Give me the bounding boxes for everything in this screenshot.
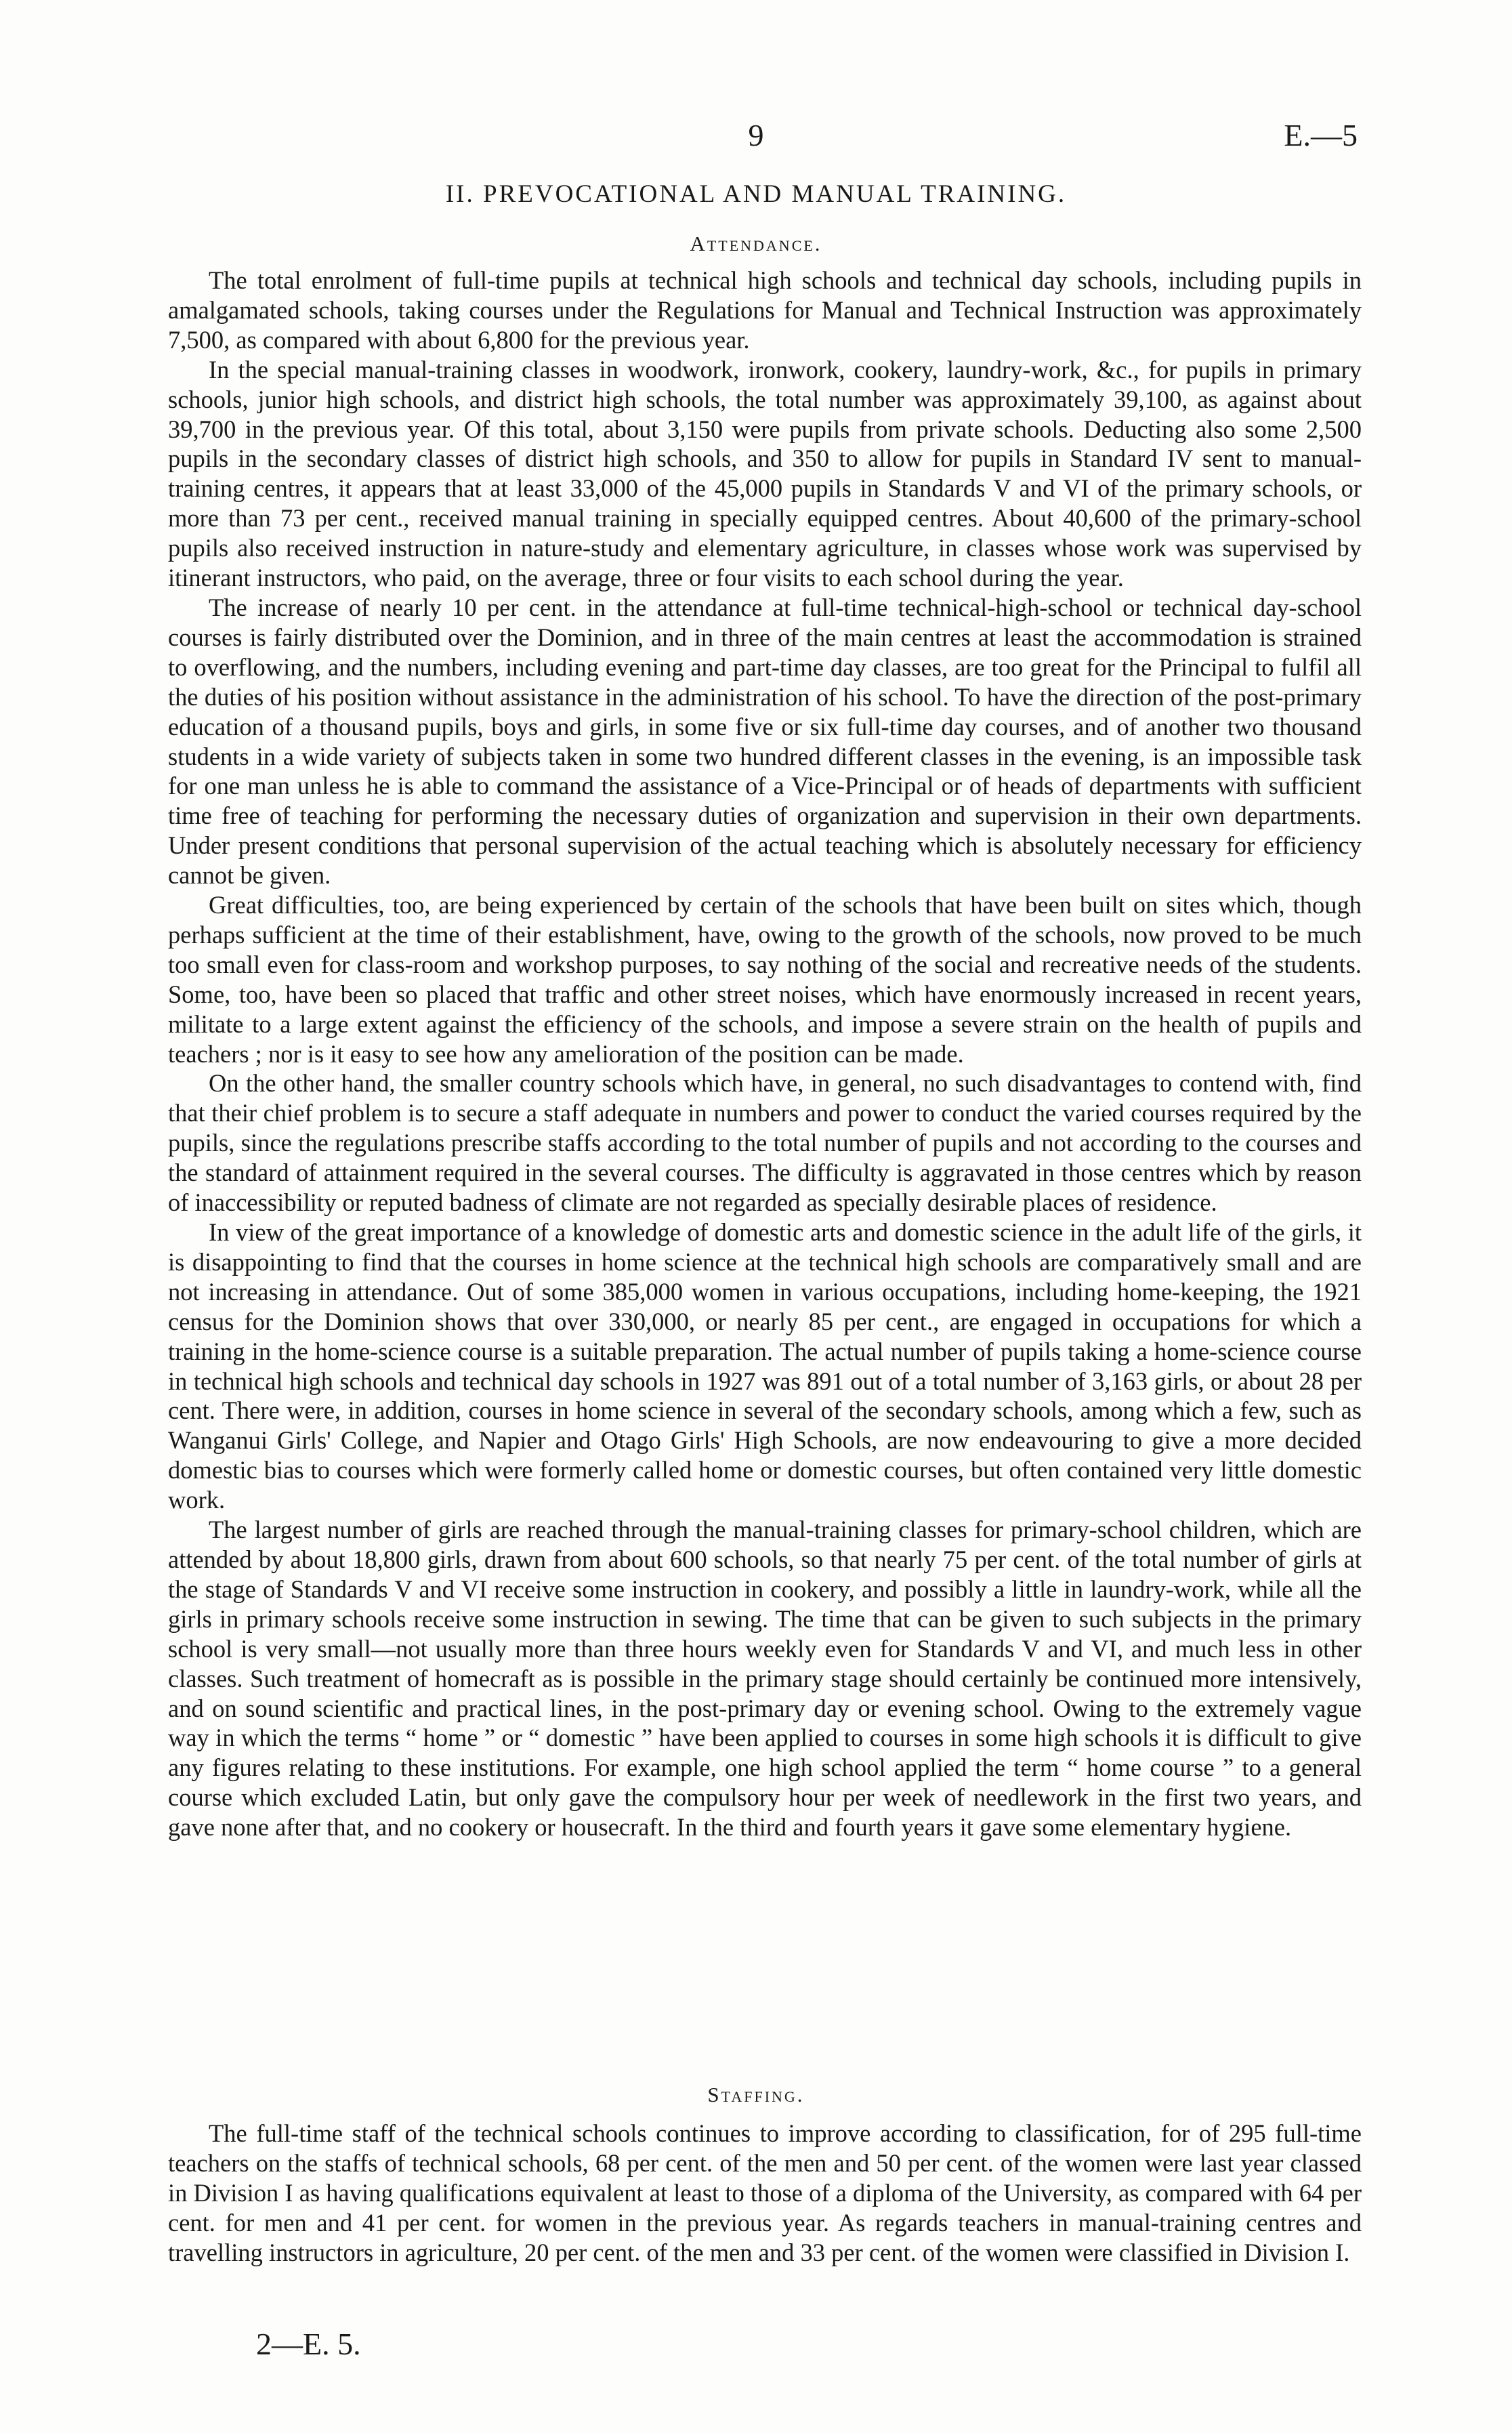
paragraph: On the other hand, the smaller country schools which have, in general, no such disadvantages to contend with, find that their chief problem is to secure a staff adequate in numbers and power to conduct the varied courses required by the pupils, since the regulations prescribe staffs according to the total number of pupils and not according to the courses and the standard of attainment required in the several courses. The difficulty is aggravated in those centres which by reason of inaccessibility or reputed badness of climate are not regarded as specially desirable places of residence. xyxy=(168,1069,1362,1217)
paragraph: In view of the great importance of a knowledge of domestic arts and domestic science in the adult life of the girls, it is disappointing to find that the courses in home science at the technical high schools are comparatively small and are not increasing in attendance. Out of some 385,000 women in various occupations, including home-keeping, the 1921 census for the Dominion shows that over 330,000, or nearly 85 per cent., are engaged in occupations for which a training in the home-science course is a suitable preparation. The actual number of pupils taking a home-science course in technical high schools and technical day schools in 1927 was 891 out of a total number of 3,163 girls, or about 28 per cent. There were, in addition, courses in home science in several of the secondary schools, among which a few, such as Wanganui Girls' College, and Napier and Otago Girls' High Schools, are now endeavouring to give a more decided domestic bias to courses which were formerly called home or domestic courses, but often contained very little domestic work. xyxy=(168,1218,1362,1514)
paragraph: Great difficulties, too, are being experienced by certain of the schools that have been built on sites which, though perhaps sufficient at the time of their establishment, have, owing to the growth of the schools, now proved to be much too small even for class-room and workshop purposes, to say nothing of the social and recreative needs of the students. Some, too, have been so placed that traffic and other street noises, which have enormously increased in recent years, militate to a large extent against the efficiency of the schools, and impose a severe strain on the health of pupils and teachers ; nor is it easy to see how any amelioration of the position can be made. xyxy=(168,891,1362,1068)
paragraph: In the special manual-training classes in woodwork, ironwork, cookery, laundry-work, &c., for pupils in primary schools, junior high schools, and district high schools, the total number was approximately 39,100, as against about 39,700 in the previous year. Of this total, about 3,150 were pupils from private schools. Deducting also some 2,500 pupils in the secondary classes of district high schools, and 350 to allow for pupils in Standard IV sent to manual-training centres, it appears that at least 33,000 of the 45,000 pupils in Standards V and VI of the primary schools, or more than 73 per cent., received manual training in specially equipped centres. About 40,600 of the primary-school pupils also received instruction in nature-study and elementary agriculture, in classes whose work was supervised by itinerant instructors, who paid, on the average, three or four visits to each school during the year. xyxy=(168,355,1362,592)
section-title: II. PREVOCATIONAL AND MANUAL TRAINING. xyxy=(445,180,1067,208)
page-header xyxy=(0,115,1512,163)
paragraph: The full-time staff of the technical schools continues to improve according to classification, for of 295 full-time teachers on the staffs of technical schools, 68 per cent. of the men and 50 per cent. of the women were last year classed in Division I as having qualifications equivalent at least to those of a diploma of the University, as compared with 64 per cent. for men and 41 per cent. for women in the previous year. As regards teachers in manual-training centres and travelling instructors in agriculture, 20 per cent. of the men and 33 per cent. of the women were classified in Division I. xyxy=(168,2119,1362,2266)
signature-mark: 2—E. 5. xyxy=(256,2327,361,2361)
paragraph: The largest number of girls are reached through the manual-training classes for primary-school children, which are attended by about 18,800 girls, drawn from about 600 schools, so that nearly 75 per cent. of the total number of girls at the stage of Standards V and VI receive some instruction in cookery, and possibly a little in laundry-work, while all the girls in primary schools receive some instruction in sewing. The time that can be given to such subjects in the primary school is very small—not usually more than three hours weekly even for Standards V and VI, and much less in other classes. Such treatment of homecraft as is possible in the primary stage should certainly be continued more intensively, and on sound scientific and practical lines, in the post-primary day or evening school. Owing to the extremely vague way in which the terms “ home ” or “ domestic ” have been applied to courses in some high schools it is difficult to give any figures relating to these institutions. For example, one high school applied the term “ home course ” to a general course which excluded Latin, but only gave the compulsory hour per week of needlework in the first two years, and gave none after that, and no cookery or housecraft. In the third and fourth years it gave some elementary hygiene. xyxy=(168,1516,1362,1842)
page-number: 9 xyxy=(748,118,764,152)
attendance-section xyxy=(168,266,1362,1842)
staffing-heading: Staffing. xyxy=(707,2083,805,2106)
paragraph: The increase of nearly 10 per cent. in the attendance at full-time technical-high-school or technical day-school courses is fairly distributed over the Dominion, and in three of the main centres at least the accommodation is strained to overflowing, and the numbers, including evening and part-time day classes, are too great for the Principal to fulfil all the duties of his position without assistance in the administration of his school. To have the direction of the post-primary education of a thousand pupils, boys and girls, in some five or six full-time day courses, and of another two thousand students in a wide variety of subjects taken in some two hundred different classes in the evening, is an impossible task for one man unless he is able to command the assistance of a Vice-Principal or of heads of departments with sufficient time free of teaching for performing the necessary duties of organization and supervision in their own departments. Under present conditions that personal supervision of the actual teaching which is absolutely necessary for efficiency cannot be given. xyxy=(168,593,1362,890)
paragraph: The total enrolment of full-time pupils at technical high schools and technical day schools, including pupils in amalgamated schools, taking courses under the Regulations for Manual and Technical Instruction was approximately 7,500, as compared with about 6,800 for the previous year. xyxy=(168,266,1362,354)
attendance-heading: Attendance. xyxy=(690,232,822,255)
page-reference: E.—5 xyxy=(1284,118,1358,152)
staffing-section xyxy=(168,2119,1362,2268)
